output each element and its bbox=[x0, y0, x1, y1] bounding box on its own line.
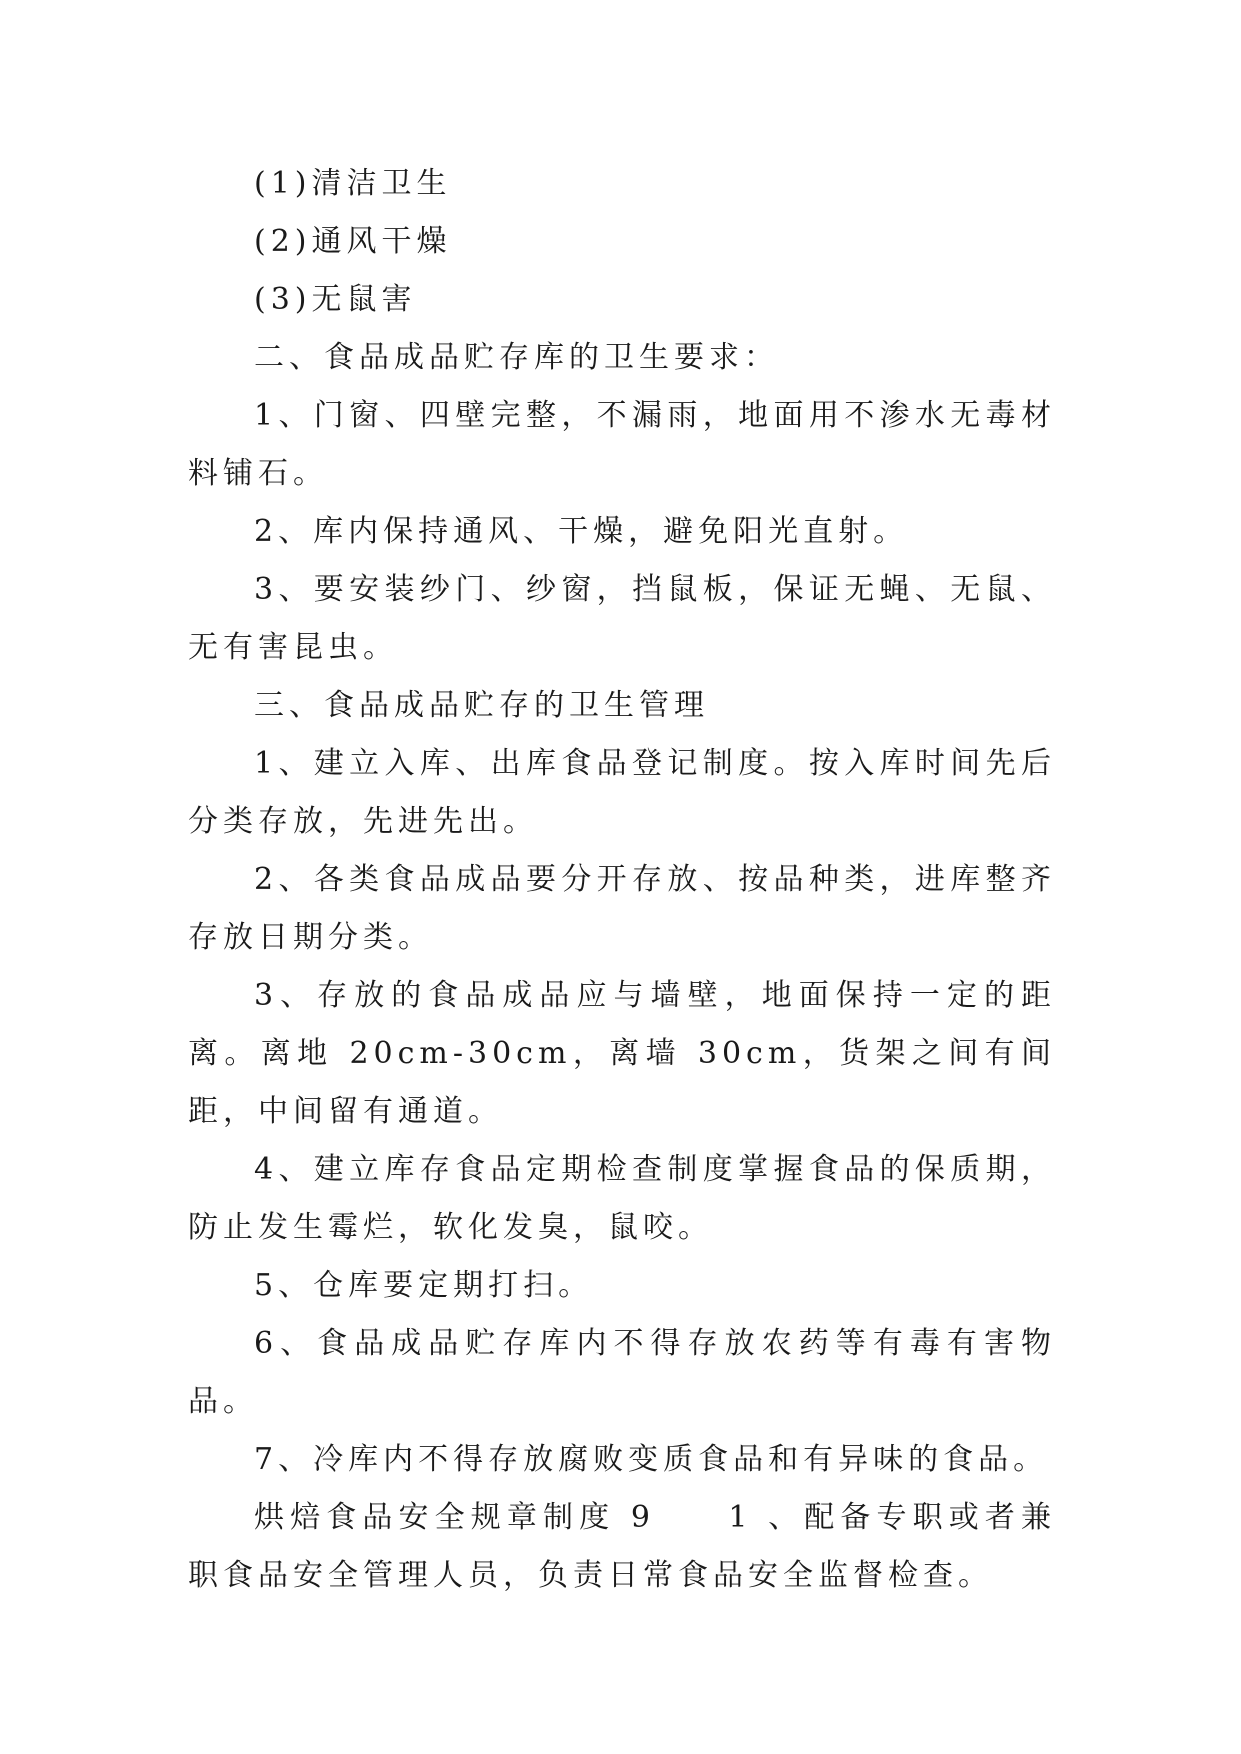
paragraph-item-2: (2)通风干燥 bbox=[254, 224, 452, 259]
paragraph-item-3-3: 3、存放的食品成品应与墙壁，地面保持一定的距离。离地 20cm-30cm，离墙 30cm，货架之间有间距，中间留有通道。 bbox=[188, 978, 1056, 1129]
paragraph-item-1: (1)清洁卫生 bbox=[254, 166, 452, 201]
paragraph-item-3-7: 7、冷库内不得存放腐败变质食品和有异味的食品。 bbox=[254, 1442, 1049, 1477]
paragraph-item-2-2: 2、库内保持通风、干燥，避免阳光直射。 bbox=[254, 514, 909, 549]
paragraph-item-3-4: 4、建立库存食品定期检查制度掌握食品的保质期，防止发生霉烂，软化发臭，鼠咬。 bbox=[188, 1152, 1056, 1245]
section-heading-2: 二、食品成品贮存库的卫生要求： bbox=[254, 340, 779, 375]
paragraph-item-3-6: 6、食品成品贮存库内不得存放农药等有毒有害物品。 bbox=[188, 1326, 1056, 1419]
section-heading-3: 三、食品成品贮存的卫生管理 bbox=[254, 688, 709, 723]
paragraph-regulation-9: 烘焙食品安全规章制度 9 1 、配备专职或者兼职食品安全管理人员，负责日常食品安全监督检查。 bbox=[188, 1500, 1056, 1593]
document-body bbox=[188, 155, 1056, 1605]
paragraph-item-3-2: 2、各类食品成品要分开存放、按品种类，进库整齐存放日期分类。 bbox=[188, 862, 1056, 955]
paragraph-item-3-1: 1、建立入库、出库食品登记制度。按入库时间先后分类存放，先进先出。 bbox=[188, 746, 1056, 839]
paragraph-item-3: (3)无鼠害 bbox=[254, 282, 417, 317]
paragraph-item-2-1: 1、门窗、四壁完整，不漏雨，地面用不渗水无毒材料铺石。 bbox=[188, 398, 1056, 491]
paragraph-item-3-5: 5、仓库要定期打扫。 bbox=[254, 1268, 594, 1303]
paragraph-item-2-3: 3、要安装纱门、纱窗，挡鼠板，保证无蝇、无鼠、无有害昆虫。 bbox=[188, 572, 1056, 665]
